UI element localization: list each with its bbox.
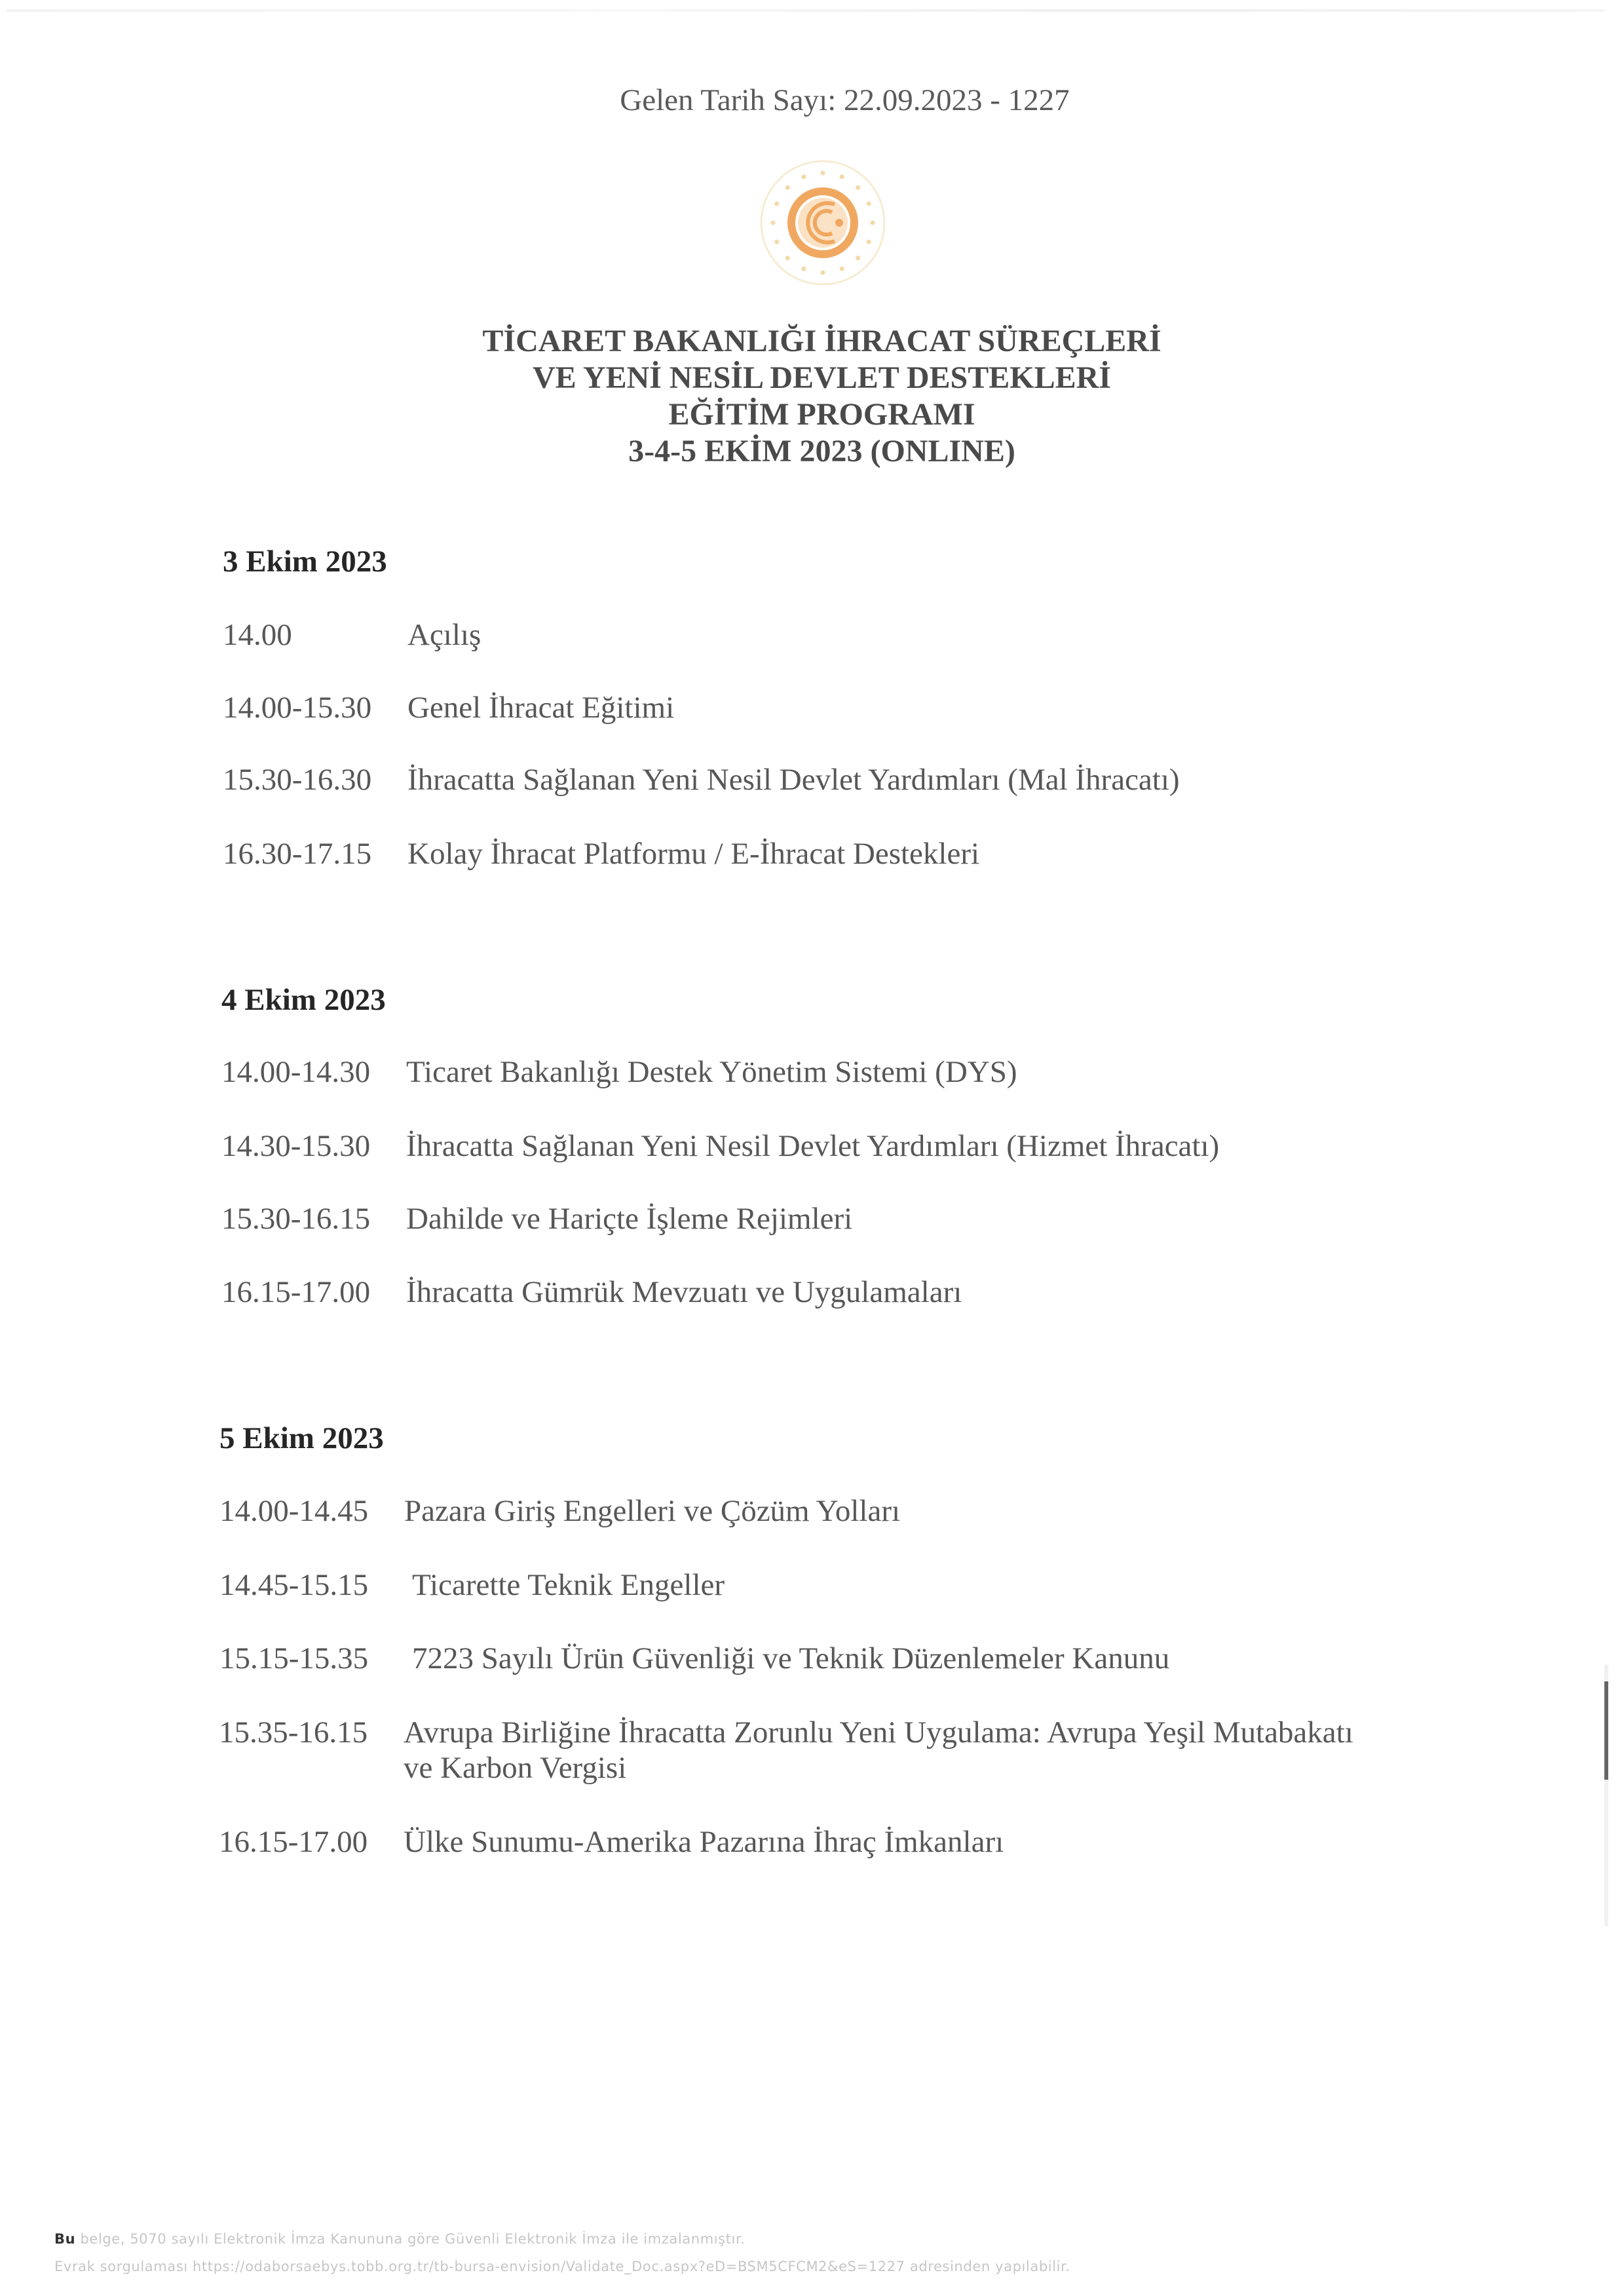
session-time: 14.00-14.45	[219, 1494, 369, 1528]
session-time: 16.30-17.15	[223, 837, 372, 871]
session-time: 15.30-16.15	[221, 1202, 371, 1236]
emblem-graphic	[757, 157, 888, 288]
emblem-dot	[774, 240, 779, 244]
emblem-star	[835, 219, 843, 227]
emblem-dot	[801, 267, 806, 271]
emblem-dot	[801, 174, 806, 179]
session-time: 14.00-14.30	[221, 1055, 371, 1089]
day-heading-4-ekim: 4 Ekim 2023	[221, 983, 386, 1017]
title-line-3: EĞİTİM PROGRAMI	[668, 397, 975, 432]
document-verification-notice: Evrak sorgulaması https://odaborsaebys.tobb.org.tr/tb-bursa-envision/Validate_Doc.aspx?eD=BSM5CFCM2&eS=1227 adresinden yapılabilir.	[54, 2259, 1070, 2274]
session-title: Pazara Giriş Engelleri ve Çözüm Yolları	[404, 1494, 901, 1528]
emblem-dot	[771, 221, 776, 225]
day-heading-5-ekim: 5 Ekim 2023	[219, 1421, 384, 1455]
session-title: Ticaret Bakanlığı Destek Yönetim Sistemi (DYS)	[406, 1055, 1017, 1089]
session-title: Açılış	[407, 618, 482, 652]
scan-artifact-top-line	[7, 9, 1605, 12]
session-title: Genel İhracat Eğitimi	[407, 691, 675, 725]
emblem-dot	[821, 171, 825, 176]
session-title: Avrupa Birliğine İhracatta Zorunlu Yeni Uygulama: Avrupa Yeşil Mutabakatı ve Karbon Vergisi	[404, 1715, 1353, 1785]
session-title: İhracatta Sağlanan Yeni Nesil Devlet Yardımları (Mal İhracatı)	[407, 763, 1180, 797]
e-signature-notice-lead: Bu	[54, 2231, 76, 2247]
emblem-dot	[785, 256, 790, 260]
emblem-dot	[871, 221, 875, 225]
session-time: 14.00-15.30	[223, 691, 372, 725]
session-title: Ülke Sunumu-Amerika Pazarına İhraç İmkanları	[404, 1825, 1004, 1859]
session-title: İhracatta Gümrük Mevzuatı ve Uygulamaları	[406, 1275, 962, 1309]
emblem-dot	[867, 240, 871, 244]
emblem-dot	[821, 271, 825, 275]
emblem-dot	[856, 256, 860, 260]
session-time: 14.45-15.15	[219, 1568, 369, 1602]
emblem-dot	[774, 201, 779, 206]
day-heading-3-ekim: 3 Ekim 2023	[223, 545, 387, 579]
session-title: Dahilde ve Hariçte İşleme Rejimleri	[406, 1202, 853, 1236]
emblem-dot	[840, 267, 844, 271]
scan-artifact-right-mark	[1604, 1681, 1608, 1780]
session-title: 7223 Sayılı Ürün Güvenliği ve Teknik Düzenlemeler Kanunu	[412, 1641, 1170, 1675]
session-time: 14.00	[223, 618, 292, 652]
emblem-dot	[856, 185, 860, 190]
session-title: Kolay İhracat Platformu / E-İhracat Destekleri	[407, 837, 980, 871]
session-time: 14.30-15.30	[221, 1129, 371, 1163]
ministry-of-trade-emblem-icon	[757, 157, 888, 288]
e-signature-notice-text: belge, 5070 sayılı Elektronik İmza Kanununa göre Güvenli Elektronik İmza ile imzalanmıştır.	[75, 2231, 746, 2247]
received-date-number-stamp: Gelen Tarih Sayı: 22.09.2023 - 1227	[620, 83, 1070, 117]
e-signature-notice	[54, 2230, 746, 2248]
session-time: 15.15-15.35	[219, 1641, 369, 1675]
session-title: İhracatta Sağlanan Yeni Nesil Devlet Yardımları (Hizmet İhracatı)	[406, 1129, 1220, 1163]
emblem-dot	[867, 201, 871, 206]
title-line-2: VE YENİ NESİL DEVLET DESTEKLERİ	[533, 360, 1111, 395]
program-title	[0, 323, 1624, 470]
session-time: 16.15-17.00	[221, 1275, 371, 1309]
title-line-4: 3-4-5 EKİM 2023 (ONLINE)	[628, 434, 1015, 469]
session-time: 15.35-16.15	[219, 1715, 368, 1750]
title-line-1: TİCARET BAKANLIĞI İHRACAT SÜREÇLERİ	[482, 324, 1161, 358]
emblem-dot	[840, 174, 844, 179]
emblem-dot	[785, 185, 790, 190]
session-time: 16.15-17.00	[219, 1825, 368, 1859]
session-title: Ticarette Teknik Engeller	[412, 1568, 725, 1602]
session-time: 15.30-16.30	[223, 763, 372, 797]
